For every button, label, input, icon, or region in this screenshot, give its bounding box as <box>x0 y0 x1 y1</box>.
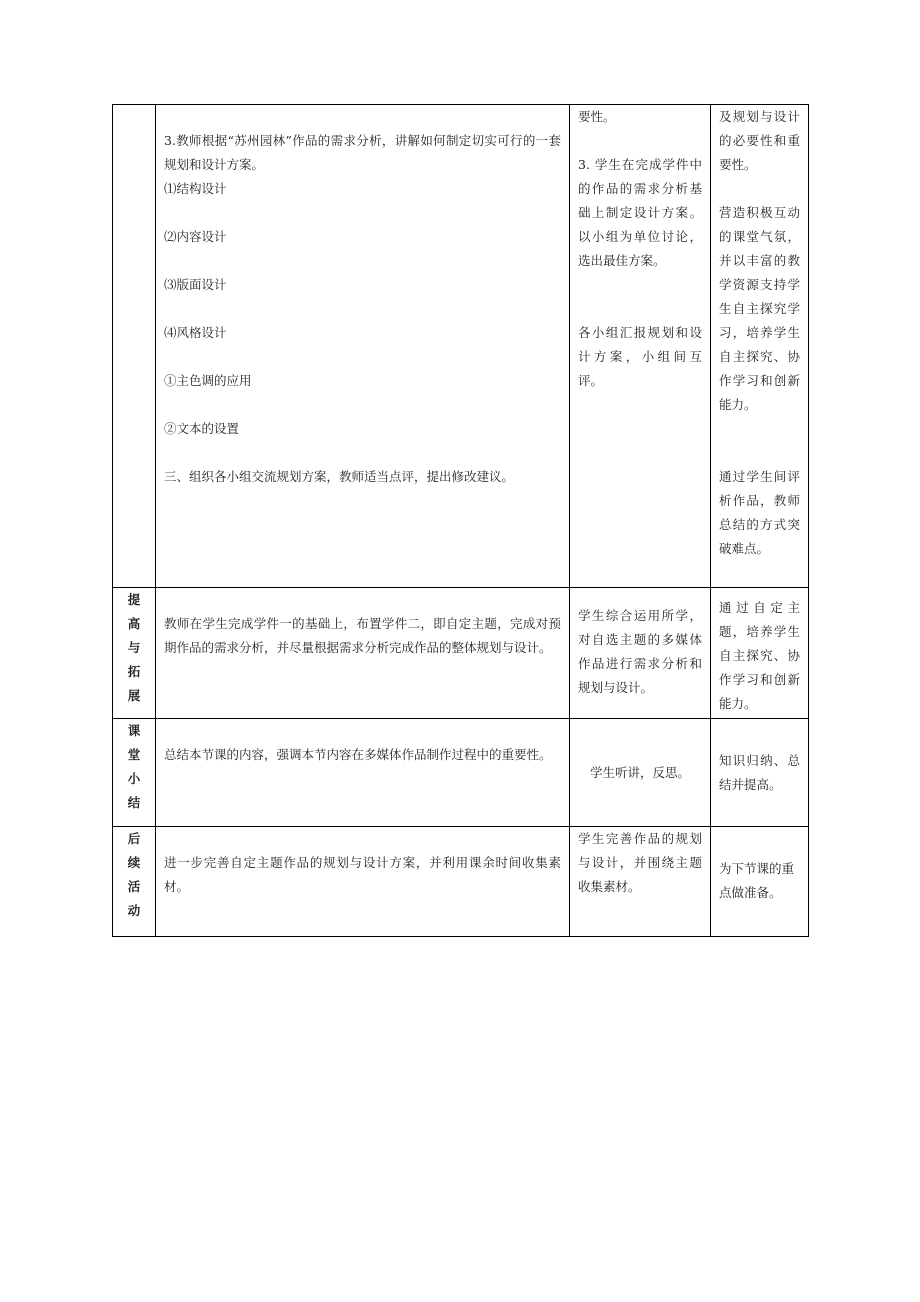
intent-cell <box>711 105 809 588</box>
intent-text: 通过学生间评析作品，教师总结的方式突破难点。 <box>719 469 800 556</box>
activity-text: 总结本节课的内容，强调本节内容在多媒体作品制作过程中的重要性。 <box>164 747 552 762</box>
table-row <box>113 588 809 719</box>
student-text: 3. 学生在完成学件中的作品的需求分析基础上制定设计方案。以小组为单位讨论，选出最佳方案。 <box>578 157 702 268</box>
intent-text: 通过自定主题，培养学生自主探究、协作学习和创新能力。 <box>719 600 800 711</box>
activity-text: 进一步完善自定主题作品的规划与设计方案，并利用课余时间收集素材。 <box>164 855 561 894</box>
intent-text: 为下节课的重点做准备。 <box>719 861 795 900</box>
lesson-plan-table <box>112 104 809 937</box>
student-text: 学生听讲，反思。 <box>589 764 690 780</box>
intent-text: 知识归纳、总结并提高。 <box>719 752 800 792</box>
activity-item: ⑷风格设计 <box>164 325 227 340</box>
intent-cell <box>711 588 809 719</box>
student-text: 学生完善作品的规划与设计，并围绕主题收集素材。 <box>578 831 702 894</box>
student-cell <box>570 827 711 937</box>
intent-text: 营造积极互动的课堂气氛，并以丰富的教学资源支持学生自主探究学习，培养学生自主探究、协作学习和创新能力。 <box>719 205 800 412</box>
activity-item: ②文本的设置 <box>164 421 240 436</box>
intent-text: 及规划与设计的必要性和重要性。 <box>719 109 800 172</box>
student-text: 学生综合运用所学，对自选主题的多媒体作品进行需求分析和规划与设计。 <box>578 608 702 695</box>
activity-cell <box>156 588 570 719</box>
stage-cell-empty <box>113 105 156 588</box>
table-row <box>113 827 809 937</box>
table-row <box>113 105 809 588</box>
activity-item: ⑵内容设计 <box>164 229 227 244</box>
activity-cell <box>156 719 570 827</box>
stage-label: 课 堂 小 结 <box>113 719 156 827</box>
activity-step-3: 3.教师根据“苏州园林”作品的需求分析，讲解如何制定切实可行的一套规划和设计方案。 <box>164 133 561 172</box>
student-text: 各小组汇报规划和设计方案，小组间互评。 <box>578 325 702 388</box>
activity-cell <box>156 105 570 588</box>
activity-cell <box>156 827 570 937</box>
activity-step-three: 三、组织各小组交流规划方案，教师适当点评，提出修改建议。 <box>164 469 515 484</box>
activity-item: ⑴结构设计 <box>164 181 227 196</box>
student-cell <box>570 588 711 719</box>
stage-label: 后 续 活 动 <box>113 827 156 937</box>
stage-label: 提 高 与 拓 展 <box>113 588 156 719</box>
activity-item: ①主色调的应用 <box>164 373 252 388</box>
activity-item: ⑶版面设计 <box>164 277 227 292</box>
activity-text: 教师在学生完成学件一的基础上，布置学件二，即自定主题，完成对预期作品的需求分析，并尽量根据需求分析完成作品的整体规划与设计。 <box>164 616 561 655</box>
student-cell <box>570 719 711 827</box>
student-text: 要性。 <box>578 109 616 124</box>
intent-cell <box>711 827 809 937</box>
student-cell <box>570 105 711 588</box>
intent-cell <box>711 719 809 827</box>
table-row <box>113 719 809 827</box>
